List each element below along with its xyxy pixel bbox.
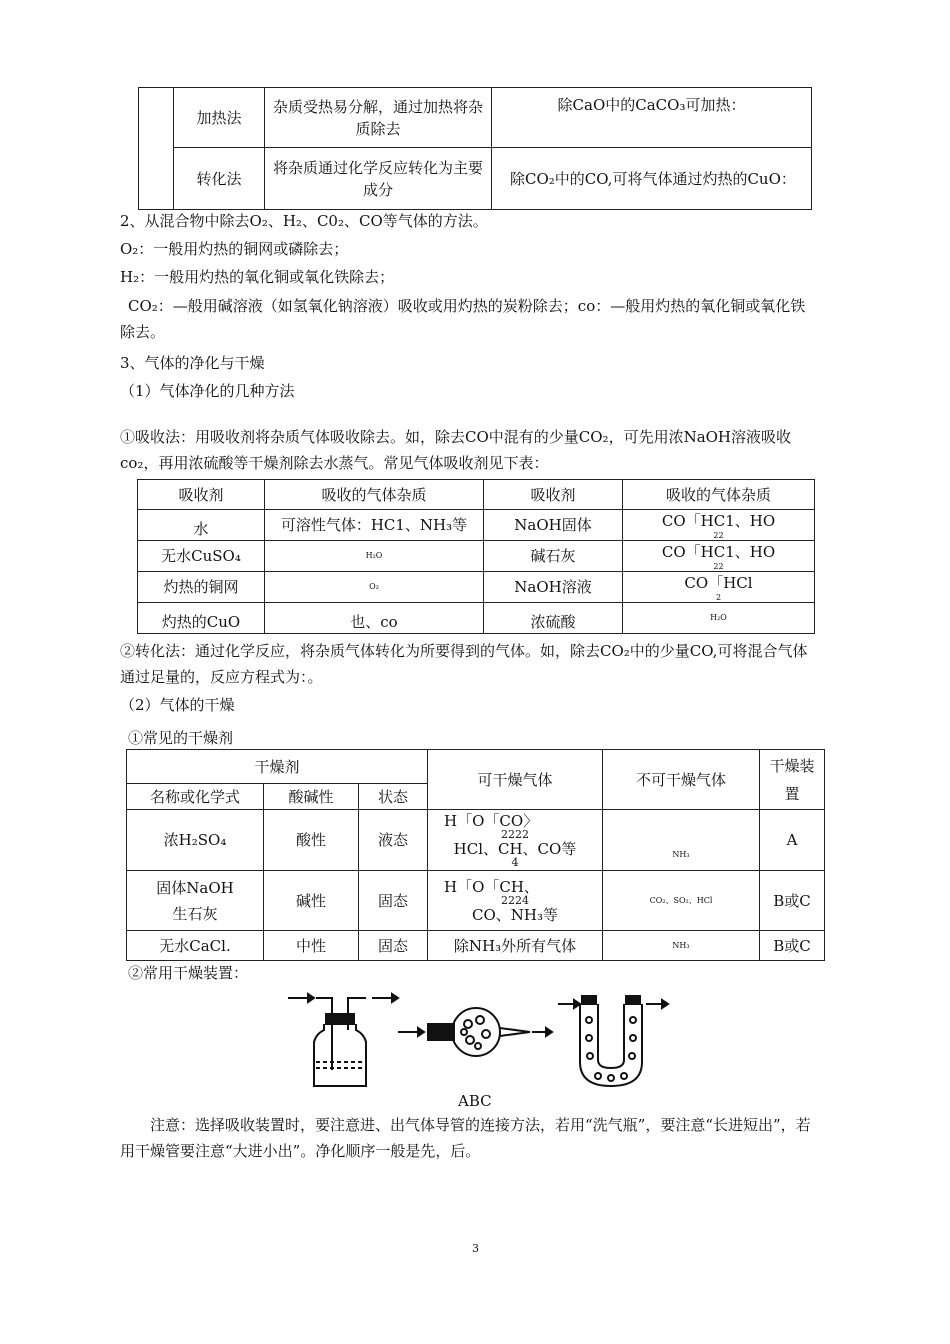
table-cell: H「O「CO〉 2222 HCl、CH、CO等 4	[428, 810, 603, 871]
table-cell: H₂O	[265, 541, 484, 572]
purify-subtitle: （1）气体净化的几种方法	[120, 382, 295, 400]
col-header: 干燥装置	[760, 750, 825, 810]
table-cell: B或C	[760, 931, 825, 961]
absorbent-table	[137, 479, 815, 634]
note-text: 注意：选择吸收装置时，要注意进、出气体导管的连接方法，若用“洗气瓶”，要注意“长进短出”，若用干燥管要注意“大进小出”。净化顺序一般是先，后。	[120, 1116, 811, 1160]
table-cell: CO「HC1、HO 22	[623, 510, 815, 541]
table-cell: A	[760, 810, 825, 871]
col-header: 吸收的气体杂质	[623, 480, 815, 510]
desc-cell: 杂质受热易分解，通过加热将杂质除去	[265, 88, 492, 148]
example-cell: 除CO₂中的CO,可将气体通过灼热的CuO：	[492, 148, 812, 210]
section2-title: 2、从混合物中除去O₂、H₂、C0₂、CO等气体的方法。	[120, 212, 488, 230]
col-header: 不可干燥气体	[603, 750, 760, 810]
col-header: 吸收剂	[138, 480, 265, 510]
table-cell: 水	[138, 510, 265, 541]
drying-table	[126, 749, 825, 961]
table-cell: 固体NaOH 生石灰	[127, 871, 264, 931]
table-cell: 浓硫酸	[484, 603, 623, 634]
table-cell: 固态	[359, 871, 428, 931]
table-cell: 也、co	[265, 603, 484, 634]
col-header: 状态	[359, 784, 428, 810]
table-cell: NaOH固体	[484, 510, 623, 541]
section3-title: 3、气体的净化与干燥	[120, 354, 265, 372]
table-cell: 浓H₂SO₄	[127, 810, 264, 871]
col-header: 名称或化学式	[127, 784, 264, 810]
group-header: 干燥剂	[127, 750, 428, 784]
table-cell: 灼热的CuO	[138, 603, 265, 634]
table-cell: O₂	[265, 572, 484, 603]
table-cell: B或C	[760, 871, 825, 931]
absorb-method-text: ①吸收法：用吸收剂将杂质气体吸收除去。如，除去CO中混有的少量CO₂，可先用浓NaOH溶液吸收co₂，再用浓硫酸等干燥剂除去水蒸气。常见气体吸收剂见下表：	[120, 428, 792, 472]
table-cell: 可溶性气体：HC1、NH₃等	[265, 510, 484, 541]
convert-method-text: ②转化法：通过化学反应，将杂质气体转化为所要得到的气体。如，除去CO₂中的少量CO,可将混合气体通过足量的，反应方程式为：。	[120, 642, 808, 686]
desc-cell: 将杂质通过化学反应转化为主要成分	[265, 148, 492, 210]
method-table	[138, 87, 812, 210]
method-cell: 加热法	[174, 88, 265, 148]
table-cell: 中性	[264, 931, 359, 961]
page-number: 3	[472, 1242, 479, 1255]
h2-text: H₂：一般用灼热的氧化铜或氧化铁除去；	[120, 268, 395, 286]
table-cell: 酸性	[264, 810, 359, 871]
col-header: 吸收剂	[484, 480, 623, 510]
col-header: 可干燥气体	[428, 750, 603, 810]
table-cell: 液态	[359, 810, 428, 871]
col-header: 酸碱性	[264, 784, 359, 810]
u-shaped-drying-tube-icon	[558, 996, 668, 1086]
table-cell: H₂O	[623, 603, 815, 634]
method-cell: 转化法	[174, 148, 265, 210]
drying-devices-title: ②常用干燥装置：	[128, 964, 249, 982]
gas-washing-bottle-icon	[288, 994, 398, 1086]
table-cell: NH₃	[603, 931, 760, 961]
table-cell: NaOH溶液	[484, 572, 623, 603]
drying-agents-title: ①常见的干燥剂	[128, 729, 234, 747]
spherical-drying-tube-icon	[398, 1008, 552, 1056]
drying-devices-illustration	[280, 990, 680, 1090]
co2-text: CO₂：—般用碱溶液（如氢氧化钠溶液）吸收或用灼热的炭粉除去；co：—般用灼热的氧化铜或氧化铁除去。	[120, 297, 806, 341]
example-cell: 除CaO中的CaCO₃可加热：	[492, 88, 812, 148]
table-cell: CO「HCl 2	[623, 572, 815, 603]
table-cell: 灼热的铜网	[138, 572, 265, 603]
table-cell: H「O「CH、 2224 CO、NH₃等	[428, 871, 603, 931]
drying-subtitle: （2）气体的干燥	[120, 696, 235, 714]
table-cell: CO「HC1、HO 22	[623, 541, 815, 572]
table-cell: 无水CuSO₄	[138, 541, 265, 572]
table-cell: 无水CaCl.	[127, 931, 264, 961]
col-header: 吸收的气体杂质	[265, 480, 484, 510]
table-cell: CO₂、SO₂、HCl	[603, 871, 760, 931]
method-group-cell	[139, 88, 174, 210]
table-cell: 碱性	[264, 871, 359, 931]
table-cell: 除NH₃外所有气体	[428, 931, 603, 961]
table-cell: 固态	[359, 931, 428, 961]
table-cell: 碱石灰	[484, 541, 623, 572]
table-cell: NH₃	[603, 810, 760, 871]
o2-text: O₂：一般用灼热的铜网或磷除去；	[120, 240, 349, 258]
device-labels: ABC	[458, 1092, 492, 1110]
